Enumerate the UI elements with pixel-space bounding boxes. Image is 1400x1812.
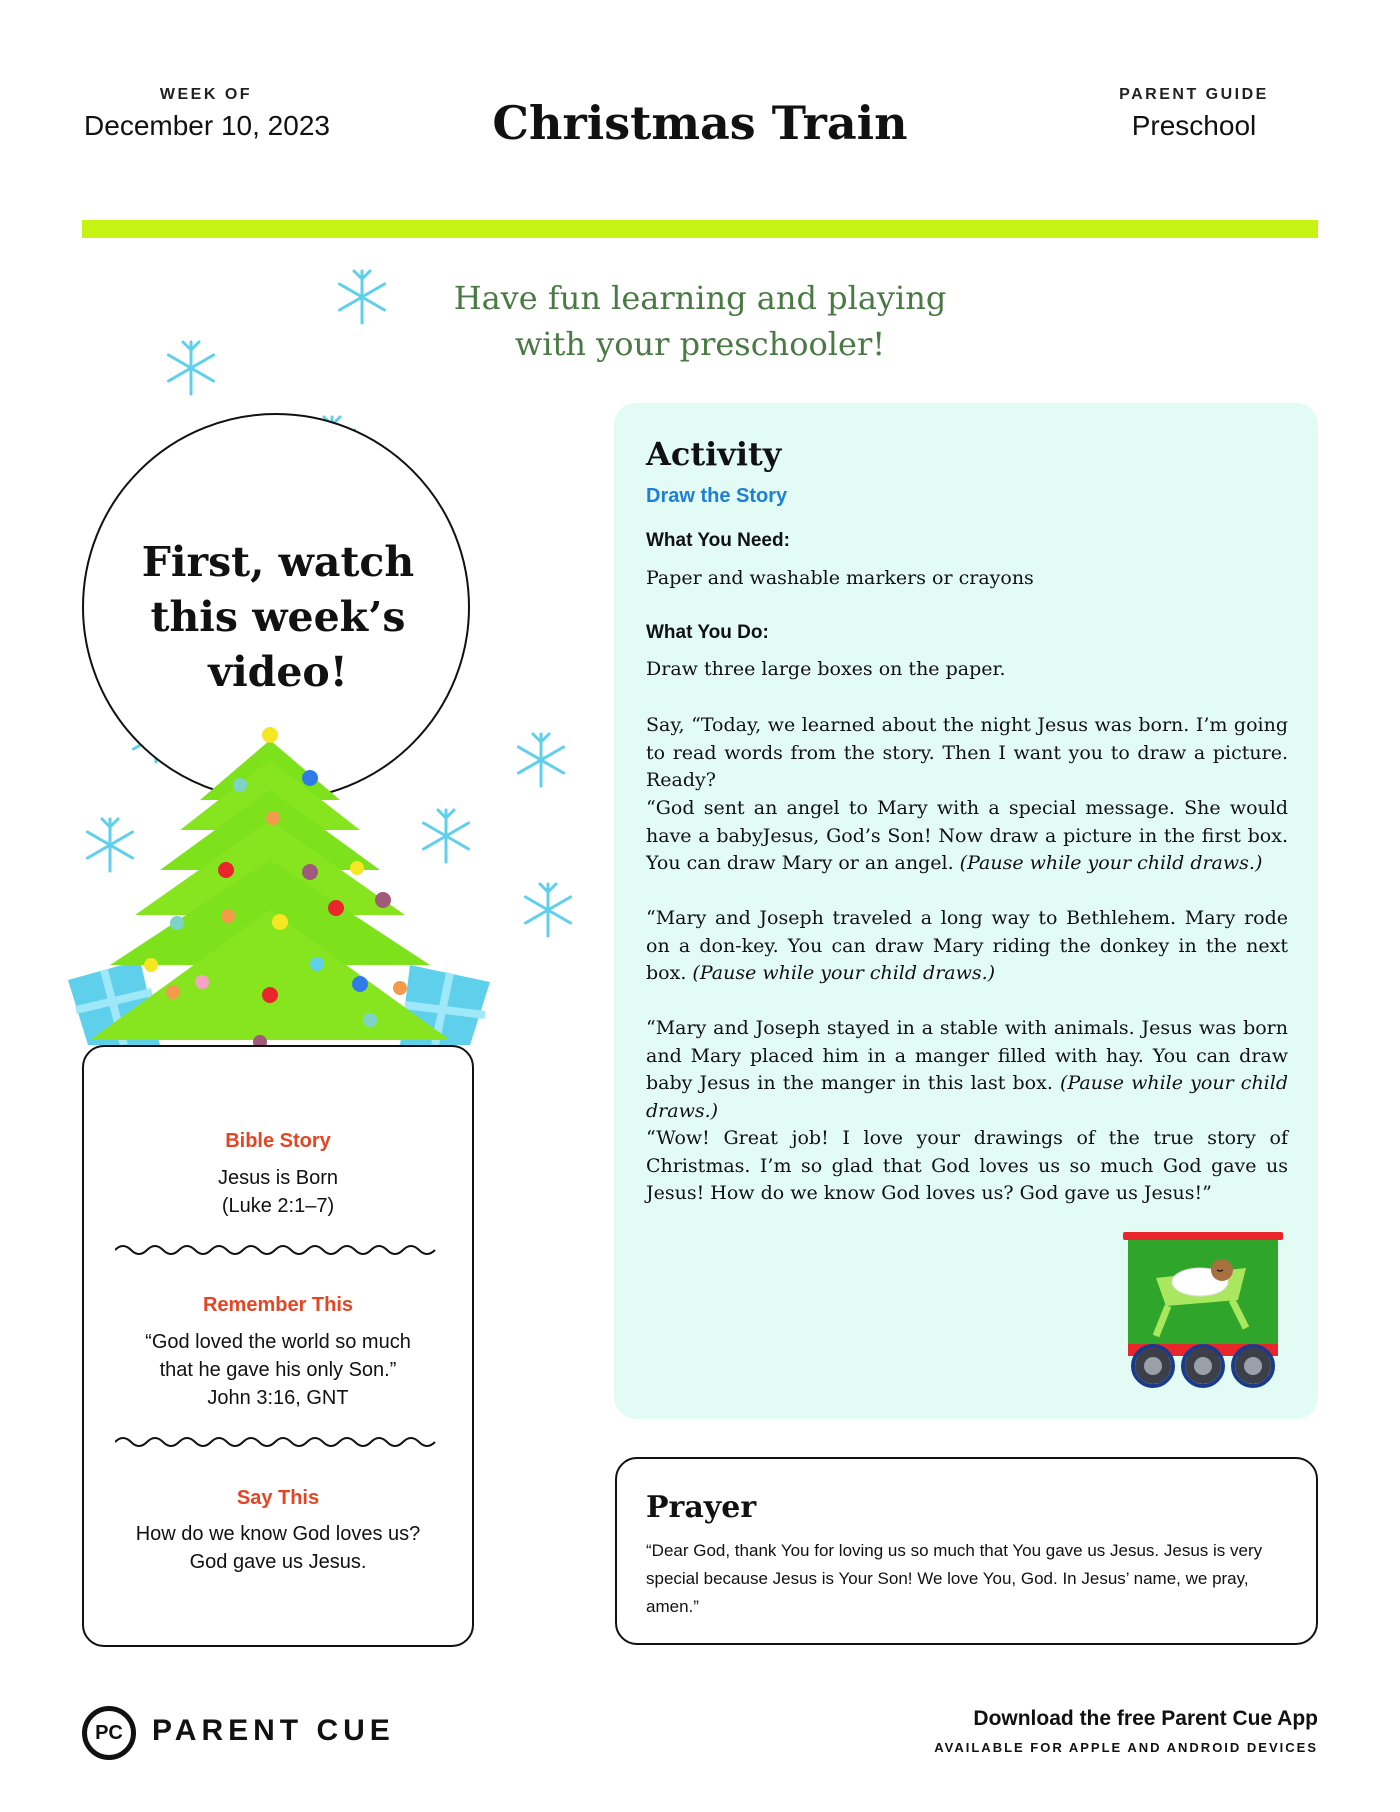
video-prompt[interactable] (120, 535, 436, 700)
bible-story-reference: (Luke 2:1–7) (221, 1195, 335, 1217)
remember-reference: John 3:16, GNT (207, 1387, 349, 1409)
train-car-manger-illustration (1118, 1230, 1288, 1390)
activity-step-5 (646, 1015, 1288, 1125)
prayer-heading: Prayer (646, 1490, 757, 1525)
parent-cue-logo[interactable]: PC (82, 1706, 136, 1760)
activity-step-4-note: (Pause while your child draws.) (692, 962, 996, 984)
remember-this-heading: Remember This (202, 1294, 354, 1316)
activity-step-5-text: “Mary and Joseph stayed in a stable with animals. Jesus was born and Mary placed him in a manger filled with hay. You can draw baby Jesus in the manger in this last box. (646, 1017, 1288, 1094)
activity-step-1: Draw three large boxes on the paper. (646, 658, 1006, 680)
snowflake-icon (526, 884, 571, 936)
week-date: December 10, 2023 (84, 110, 330, 141)
download-app-subtitle: AVAILABLE FOR APPLE AND ANDROID DEVICES (934, 1740, 1318, 1755)
tagline-line-1: Have fun learning and playing (453, 279, 947, 317)
say-this-heading: Say This (236, 1487, 320, 1509)
parent-cue-wordmark[interactable]: PARENT CUE (152, 1714, 395, 1747)
christmas-tree-illustration (60, 720, 500, 1050)
what-you-do-heading: What You Do: (646, 622, 769, 643)
activity-step-4-text: “Mary and Joseph traveled a long way to Bethlehem. Mary rode on a don-key. You can draw Mary riding the donkey in the next box. (646, 907, 1288, 984)
wavy-divider (115, 1242, 441, 1258)
snowflake-icon (169, 342, 214, 394)
bible-story-heading: Bible Story (225, 1130, 331, 1152)
snowflake-icon (519, 734, 564, 786)
guide-label: PARENT GUIDE (1119, 86, 1269, 103)
say-this-text (100, 1520, 456, 1576)
tagline-line-2: with your preschooler! (514, 325, 886, 363)
activity-subtitle: Draw the Story (646, 485, 788, 507)
what-you-need-heading: What You Need: (646, 530, 790, 551)
guide-value: Preschool (1131, 110, 1257, 141)
video-prompt-line-2: this week’s (150, 593, 406, 641)
video-prompt-line-3: video! (208, 648, 348, 696)
what-you-need-text: Paper and washable markers or crayons (646, 567, 1034, 589)
activity-step-4 (646, 905, 1288, 988)
activity-step-3-text: “God sent an angel to Mary with a special message. She would have a babyJesus, God’s Son! Now draw a picture in the first box. You can draw Mary or an angel. (646, 797, 1288, 874)
download-app-title[interactable]: Download the free Parent Cue App (973, 1707, 1318, 1730)
activity-step-6: “Wow! Great job! I love your drawings of the true story of Christmas. I’m so glad that God loves us so much God gave us Jesus! How do we know God loves us? God gave us Jesus!” (646, 1127, 1288, 1204)
activity-heading: Activity (646, 435, 782, 473)
say-line-1: How do we know God loves us? (135, 1523, 421, 1545)
activity-step-2: Say, “Today, we learned about the night Jesus was born. I’m going to read words from the story. Then I want you to draw a picture. Ready? (646, 714, 1288, 791)
page-title: Christmas Train (492, 96, 908, 150)
prayer-text: “Dear God, thank You for loving us so much that You gave us Jesus. Jesus is very special because Jesus is Your Son! We love You, God. In Jesus’ name, we pray, amen.” (646, 1541, 1263, 1616)
video-prompt-line-1: First, watch (141, 538, 415, 586)
remember-line-2: that he gave his only Son.” (159, 1359, 397, 1381)
remember-line-1: “God loved the world so much (145, 1331, 411, 1353)
say-line-2: God gave us Jesus. (189, 1551, 367, 1573)
remember-this-text (100, 1328, 456, 1412)
week-label: WEEK OF (159, 86, 253, 103)
bible-story-text (100, 1164, 456, 1220)
wavy-divider (115, 1434, 441, 1450)
bible-story-title: Jesus is Born (217, 1167, 339, 1189)
activity-step-3-note: (Pause while your child draws.) (959, 852, 1263, 874)
activity-step-3 (646, 795, 1288, 878)
snowflake-icon (340, 271, 385, 323)
activity-step-5-note: (Pause while your child draws.) (646, 1072, 1288, 1122)
